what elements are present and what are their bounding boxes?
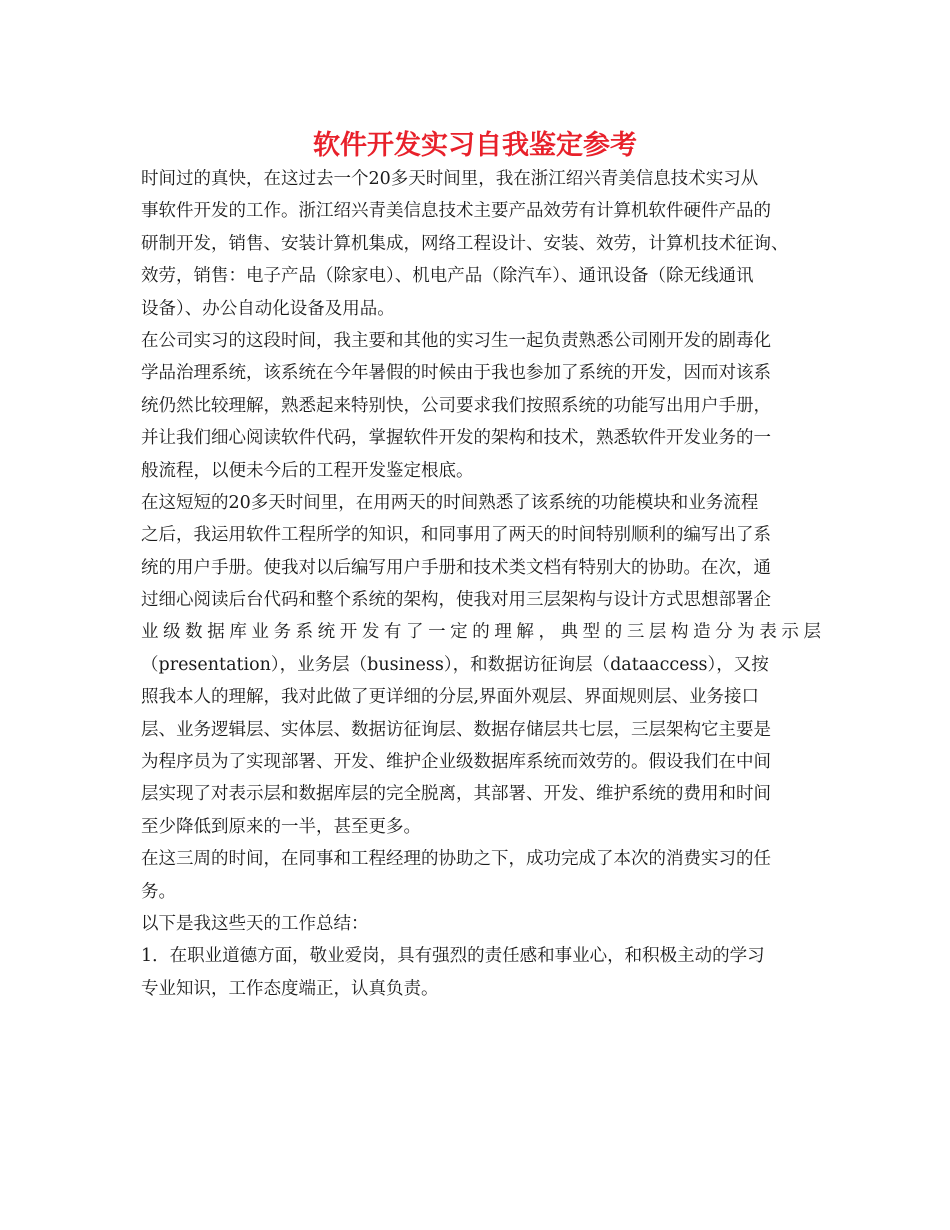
- body-line: 业级数据库业务系统开发有了一定的理解，典型的三层构造分为表示层: [141, 622, 821, 643]
- body-line: 统仍然比较理解，熟悉起来特别快，公司要求我们按照系统的功能写出用户手册，: [141, 395, 771, 416]
- body-line: 学品治理系统，该系统在今年暑假的时候由于我也参加了系统的开发，因而对该系: [141, 363, 771, 384]
- body-line: 在这短短的20多天时间里，在用两天的时间熟悉了该系统的功能模块和业务流程: [141, 492, 759, 513]
- document-body: [141, 163, 821, 1005]
- body-line: 设备）、办公自动化设备及用品。: [141, 298, 395, 319]
- body-line: 在这三周的时间，在同事和工程经理的协助之下，成功完成了本次的消费实习的任: [141, 849, 771, 870]
- body-line: 层实现了对表示层和数据库层的完全脱离，其部署、开发、维护系统的费用和时间: [141, 784, 771, 805]
- body-line: 至少降低到原来的一半，甚至更多。: [141, 816, 421, 837]
- body-line: 在公司实习的这段时间，我主要和其他的实习生一起负责熟悉公司刚开发的剧毒化: [141, 330, 771, 351]
- body-line: 研制开发，销售、安装计算机集成，网络工程设计、安装、效劳，计算机技术征询、: [141, 233, 789, 254]
- body-line: 过细心阅读后台代码和整个系统的架构，使我对用三层架构与设计方式思想部署企: [141, 590, 771, 611]
- body-line: 照我本人的理解，我对此做了更详细的分层,界面外观层、界面规则层、业务接口: [141, 687, 760, 708]
- body-line: 以下是我这些天的工作总结：: [141, 913, 369, 934]
- body-line: 统的用户手册。使我对以后编写用户手册和技术类文档有特别大的协助。在次，通: [141, 557, 771, 578]
- body-line: 专业知识，工作态度端正，认真负责。: [141, 978, 439, 999]
- body-line: 并让我们细心阅读软件代码，掌握软件开发的架构和技术，熟悉软件开发业务的一: [141, 428, 771, 449]
- body-line: 为程序员为了实现部署、开发、维护企业级数据库系统而效劳的。假设我们在中间: [141, 752, 771, 773]
- body-line: 事软件开发的工作。浙江绍兴青美信息技术主要产品效劳有计算机软件硬件产品的: [141, 201, 771, 222]
- body-line: 1．在职业道德方面，敬业爱岗，具有强烈的责任感和事业心，和积极主动的学习: [141, 946, 765, 967]
- body-line: 效劳，销售：电子产品（除家电）、机电产品（除汽车）、通讯设备（除无线通讯: [141, 266, 754, 287]
- document-title: 软件开发实习自我鉴定参考: [313, 130, 637, 161]
- body-line: （presentation），业务层（business），和数据访征询层（dataaccess），又按: [141, 654, 769, 675]
- body-line: 之后，我运用软件工程所学的知识，和同事用了两天的时间特别顺利的编写出了系: [141, 525, 771, 546]
- body-line: 层、业务逻辑层、实体层、数据访征询层、数据存储层共七层，三层架构它主要是: [141, 719, 771, 740]
- body-line: 般流程，以便未今后的工程开发鉴定根底。: [141, 460, 474, 481]
- body-line: 务。: [141, 881, 176, 902]
- body-line: 时间过的真快，在这过去一个20多天时间里，我在浙江绍兴青美信息技术实习从: [141, 169, 759, 189]
